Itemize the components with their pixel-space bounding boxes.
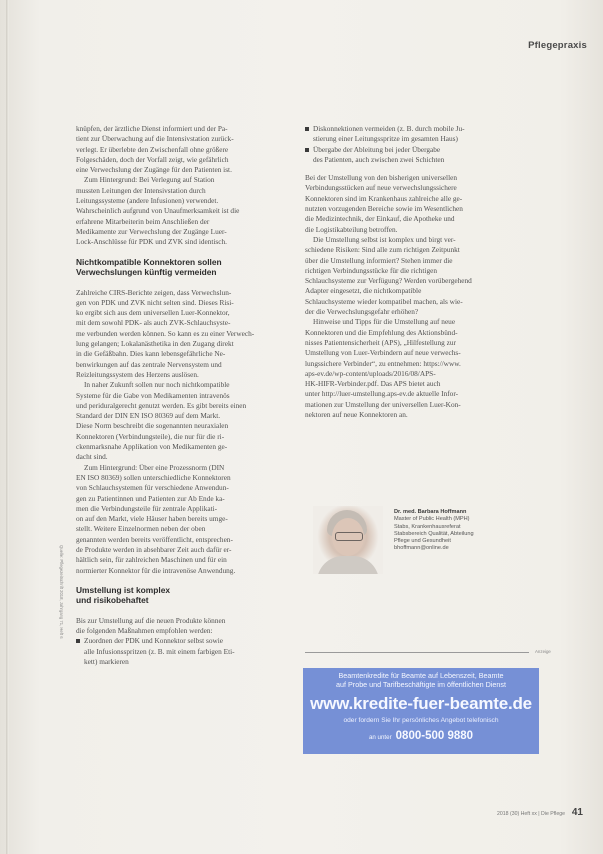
bullet-text (313, 145, 444, 164)
text-line: Medikamente zur Verwechslung der Zugänge Luer- (76, 226, 227, 236)
heading-umstellung (76, 585, 289, 606)
spacer (305, 165, 530, 173)
bullet-square-icon (76, 639, 80, 643)
ad-line-2: auf Probe und Tarifbeschäftigte im öffentlichen Dienst (336, 680, 506, 689)
text-line: bhoffmann@online.de (394, 545, 449, 552)
bullet-item (305, 124, 530, 145)
text-line: Standard der DIN EN ISO 80369 auf dem Markt. (76, 411, 221, 421)
text-line: und periduralgerecht genutzt werden. Es gibt bereits einen (76, 400, 247, 410)
text-line: tient zur Überwachung auf die Intensivstation zurück- (76, 134, 234, 144)
tips-paragraph (305, 317, 530, 420)
left-column (76, 124, 289, 667)
bullet-item (305, 145, 530, 166)
text-line: Zum Hintergrund: Über eine Prozessnorm (DIN (84, 462, 225, 472)
future-systems-paragraph (76, 380, 289, 462)
section-tag: Pflegepraxis (528, 40, 587, 51)
text-line: knüpfen, der ärztliche Dienst informiert und der Pa- (76, 124, 228, 133)
ad-phone-prefix: an unter (368, 734, 392, 741)
text-line: Lock-Anschlüsse für PDK und ZVK sind identisch. (76, 237, 227, 247)
text-line: Stabs, Krankenhausreferat (394, 523, 461, 530)
background-paragraph (76, 175, 289, 247)
ad-phone-number: 0800-500 9880 (395, 730, 474, 742)
author-photo (313, 506, 383, 574)
measures-paragraph (76, 616, 289, 637)
text-line: alle Infusionsspritzen (z. B. mit einem farbigen Eti- (84, 646, 235, 656)
text-line: in die Gefäßbahn. Dies kann lebensgefährliche Ne- (76, 349, 226, 359)
advertisement-banner[interactable] (303, 668, 539, 754)
bullet-text (84, 636, 235, 666)
text-line: de Produkte werden in absehbarer Zeit auch dafür er- (76, 544, 232, 554)
author-name: Dr. med. Barbara Hoffmann (394, 509, 467, 515)
text-line: verlegt. Er überlebte den Zwischenfall ohne größere (76, 144, 229, 154)
ad-line-1: Beamtenkredite für Beamte auf Lebenszeit, Beamte (338, 671, 504, 680)
photo-shoulders (317, 556, 379, 574)
text-line: Bei der Umstellung von den bisherigen universellen (305, 173, 457, 183)
text-line: lung gelangen; Lokalanästhetika in den Zugang direkt (76, 339, 234, 349)
umstellung-paragraph (305, 173, 530, 235)
text-line: gen von PDK und ZVK nicht selten sind. Dieses Risi- (76, 297, 234, 307)
text-line: Diese Norm beschreibt die sogenannten neuraxialen (76, 421, 229, 431)
text-line: über die Umstellung informiert? Stehen immer die (305, 255, 453, 265)
text-line: Umstellung von Luer-Verbindern auf neue verwechs- (305, 348, 461, 358)
cirs-paragraph (76, 288, 289, 381)
ad-label: Anzeige (535, 649, 551, 654)
text-line: nektoren auf neue Konnektoren an. (305, 410, 408, 420)
text-line: Pflege und Gesundheit (394, 538, 451, 545)
text-line: men die Verbindungsteile für zentrale Applikati- (76, 503, 218, 513)
text-line: Übergabe der Ableitung bei jeder Übergabe (313, 144, 441, 154)
text-line: Hinweise und Tipps für die Umstellung auf neue (313, 317, 456, 327)
text-line: Konnektoren (Verbindungsteile), die nur für die ri- (76, 431, 225, 441)
text-line: dacht sind. (76, 452, 108, 462)
text-line: des Patienten, auch zwischen zwei Schichten (313, 154, 445, 164)
text-line: In naher Zukunft sollen nur noch nichtkompatible (84, 380, 230, 390)
text-line: lungssichere Verbinder“, zu entnehmen: https://www. (305, 358, 461, 368)
author-affiliation (394, 516, 544, 552)
text-line: Adapter eingesetzt, die nichtkompatible (305, 286, 422, 296)
text-line: Zahlreiche CIRS-Berichte zeigen, dass Verwechslun- (76, 287, 232, 297)
text-line: die Logistikabteilung betroffen. (305, 224, 398, 234)
side-source-text: Quelle: Pflegezeitschrift 2018, Jahrgang 71, Heft 6 (59, 545, 64, 639)
author-box (313, 506, 543, 576)
right-column (305, 124, 530, 420)
text-line: on auf den Markt, viele Häuser haben bereits umge- (76, 514, 228, 524)
text-line: genannten werden bereits veröffentlicht, entsprechen- (76, 534, 233, 544)
text-line: stellt. Weitere Einzelnormen neben der oben (76, 524, 206, 534)
text-line: gen zu Patientinnen und Patienten zur Ab Ende ka- (76, 493, 225, 503)
ad-phone[interactable] (303, 729, 539, 745)
text-line: Umstellung ist komplex (76, 584, 171, 595)
text-line: schiedene Risiken: Sind alle zum richtigen Zeitpunkt (305, 245, 460, 255)
text-line: Verbindungsstücken auf neue verwechslungssichere (305, 183, 457, 193)
bullet-square-icon (305, 148, 309, 152)
text-line: Schlauchsysteme zur Verfügung? Werden vorübergehend (305, 276, 472, 286)
text-line: Stabsbereich Qualität, Abteilung (394, 530, 474, 537)
text-line: Folgeschäden, doch der Vorfall zeigt, wie gefährlich (76, 154, 229, 164)
text-line: eine Verwechslung der Zugänge für den Patienten ist. (76, 165, 232, 175)
text-line: Konnektoren und die Empfehlung des Aktionsbünd- (305, 327, 458, 337)
bullet-item (76, 636, 289, 667)
text-line: kett) markieren (84, 657, 129, 667)
text-line: me verbunden werden können. So kann es zu einer Verwech- (76, 328, 255, 338)
ad-divider (305, 652, 529, 653)
photo-glasses (335, 532, 363, 541)
text-line: ko ergibt sich aus dem universellen Luer-Konnektor, (76, 308, 230, 318)
text-line: HK-HIFR-Verbinder.pdf. Das APS bietet auch (305, 379, 441, 389)
text-line: Schlauchsysteme wieder kompatibel machen, als wie- (305, 296, 463, 306)
text-line: stierung einer Leitungsspritze im gesamten Haus) (313, 134, 458, 144)
norm-paragraph (76, 463, 289, 576)
bullet-text (313, 124, 465, 143)
text-line: mationen zur Umstellung der universellen Luer-Kon- (305, 399, 461, 409)
footer-journal: 2018 (30) Heft xx | Die Pflege (497, 811, 565, 817)
text-line: ckenmarksnahe Applikation von Medikamenten ge- (76, 442, 228, 452)
text-line: hältlich sein, für zahlreichen Maschinen und für ein (76, 555, 227, 565)
text-line: Bis zur Umstellung auf die neuen Produkte können (76, 615, 226, 625)
text-line: Verwechslungen künftig vermeiden (76, 267, 217, 278)
text-line: aps-ev.de/wp-content/uploads/2016/08/APS- (305, 368, 436, 378)
text-line: Die Umstellung selbst ist komplex und birgt ver- (313, 234, 456, 244)
text-line: nisses Patientensicherheit (APS), „Hilfestellung zur (305, 337, 456, 347)
text-line: Zum Hintergrund: Bei Verlegung auf Station (84, 175, 215, 185)
text-line: EN ISO 80369) sollen unterschiedliche Konnektoren (76, 472, 231, 482)
text-line: Leitungssysteme (andere Infusionen) verwendet. (76, 196, 219, 206)
author-info (394, 509, 544, 553)
text-line: Reizleitungssystem des Herzens auslösen. (76, 369, 199, 379)
intro-paragraph (76, 124, 289, 175)
text-line: nutzten vorzugenden Bereiche sowie im Wesentlichen (305, 204, 463, 214)
text-line: Konnektoren sind im Krankenhaus zahlreiche alle ge- (305, 193, 463, 203)
bullet-square-icon (305, 127, 309, 131)
page-number: 41 (571, 807, 583, 818)
ad-line-3: oder fordern Sie Ihr persönliches Angebot telefonisch (343, 717, 499, 724)
text-line: die folgenden Maßnahmen empfohlen werden: (76, 626, 213, 636)
text-line: richtigen Verbindungsstücke für die richtigen (305, 265, 437, 275)
text-line: mussten Leitungen der Intensivstation durch (76, 185, 206, 195)
text-line: von Schlauchsystemen für verschiedene Anwendun- (76, 483, 229, 493)
text-line: Diskonnektionen vermeiden (z. B. durch mobile Ju- (313, 124, 465, 133)
text-line: mit dem sowohl PDK- als auch ZVK-Schlauchsyste- (76, 318, 231, 328)
text-line: erfahrene Mitarbeiterin beim Anschließen der (76, 216, 210, 226)
text-line: die Medizintechnik, der Einkauf, die Apotheke und (305, 214, 455, 224)
text-line: Zuordnen der PDK und Konnektor selbst sowie (84, 636, 224, 646)
text-line: unter http://luer-umstellung.aps-ev.de aktuelle Infor- (305, 389, 459, 399)
text-line: Master of Public Health (MPH) (394, 516, 470, 523)
page-fold-shadow (6, 0, 9, 854)
text-line: Nichtkompatible Konnektoren sollen (76, 256, 222, 267)
heading-konnektoren (76, 257, 289, 278)
text-line: Wahrscheinlich aufgrund von Unaufmerksamkeit ist die (76, 206, 240, 216)
text-line: benwirkungen auf das zentrale Nervensystem und (76, 359, 222, 369)
ad-url-link[interactable]: www.kredite-fuer-beamte.de (310, 694, 532, 713)
risks-paragraph (305, 235, 530, 317)
text-line: und risikobehaftet (76, 595, 149, 606)
text-line: der die Verwechslungsgefahr erhöhen? (305, 307, 419, 317)
side-source-note (56, 545, 66, 785)
text-line: Systeme für die Gabe von Medikamenten intravenös (76, 390, 230, 400)
text-line: normierter Konnektor für die intravenöse Anwendung. (76, 565, 236, 575)
